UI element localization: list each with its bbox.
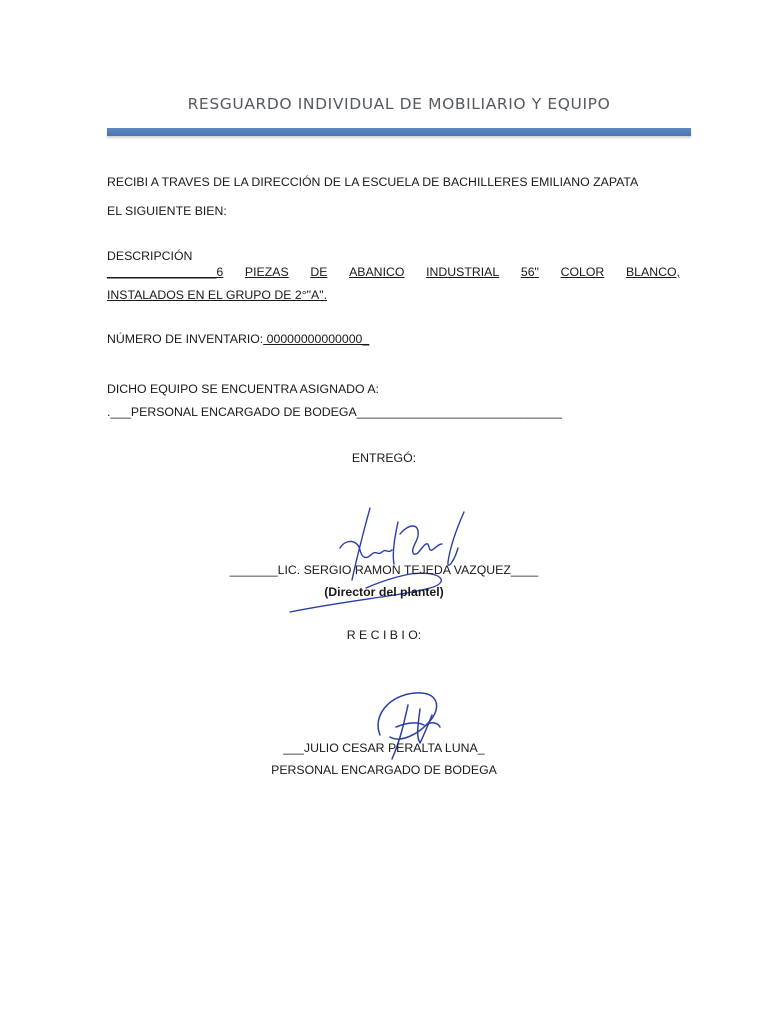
delivered-heading: ENTREGÓ: — [351, 451, 417, 465]
description-line-1 — [107, 265, 680, 279]
description-word: DE — [310, 265, 328, 279]
description-word: INDUSTRIAL — [426, 265, 500, 279]
director-signature — [280, 500, 480, 620]
inventory-line — [107, 332, 369, 346]
description-line-2: INSTALADOS EN EL GRUPO DE 2°"A". — [107, 288, 328, 302]
description-word: BLANCO, — [625, 265, 680, 279]
assigned-value: .___PERSONAL ENCARGADO DE BODEGA______________________________ — [107, 405, 562, 419]
receiver-name: ___JULIO CESAR PERALTA LUNA_ — [283, 741, 485, 755]
document-title: RESGUARDO INDIVIDUAL DE MOBILIARIO Y EQUIPO — [187, 95, 611, 113]
deliverer-name: _______LIC. SERGIO RAMON TEJEDA VAZQUEZ____ — [229, 563, 539, 577]
description-word: PIEZAS — [244, 265, 289, 279]
description-word: ________________6 — [107, 265, 224, 279]
inventory-label: NÚMERO DE INVENTARIO: — [107, 332, 264, 346]
inventory-value: 00000000000000_ — [263, 332, 370, 346]
description-label: DESCRIPCIÓN — [107, 249, 193, 263]
description-word: ABANICO — [349, 265, 405, 279]
intro-line-2: EL SIGUIENTE BIEN: — [107, 204, 227, 218]
receiver-role: PERSONAL ENCARGADO DE BODEGA — [271, 763, 497, 777]
received-heading: R E C I B I O: — [346, 628, 422, 642]
description-word: COLOR — [560, 265, 605, 279]
deliverer-role: (Director del plantel) — [324, 585, 444, 599]
assigned-label: DICHO EQUIPO SE ENCUENTRA ASIGNADO A: — [107, 382, 379, 396]
intro-line: RECIBI A TRAVES DE LA DIRECCIÓN DE LA ESCUELA DE BACHILLERES EMILIANO ZAPATA — [107, 175, 639, 189]
title-underline-bar — [107, 128, 691, 136]
description-word: 56" — [520, 265, 539, 279]
